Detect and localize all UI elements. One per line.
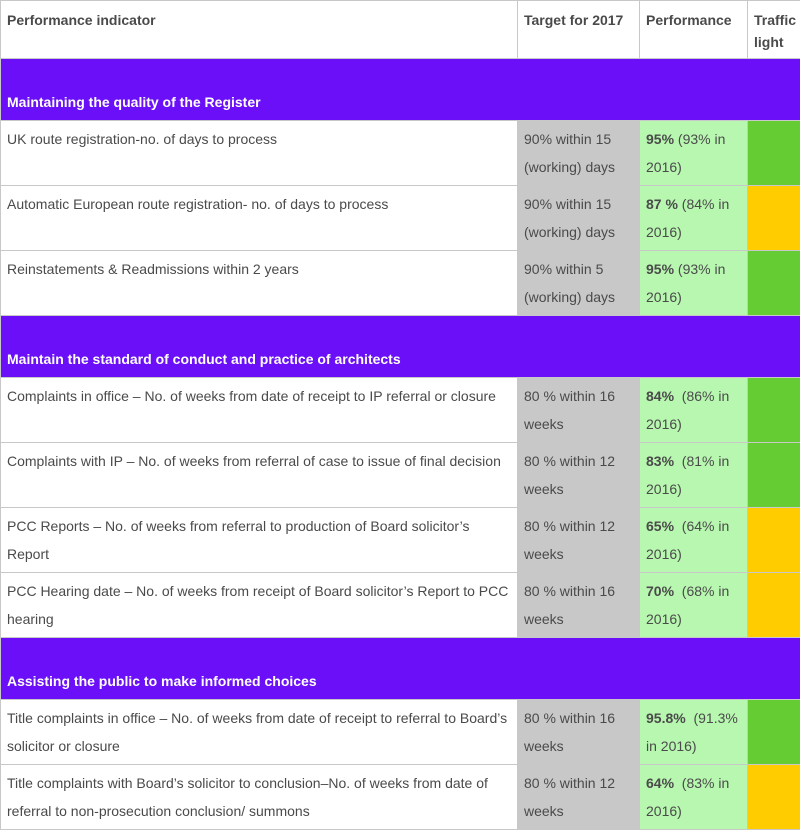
performance-value: 84% [646,388,674,404]
target-cell: 90% within 5 (working) days [518,251,640,316]
performance-value: 65% [646,518,674,534]
indicator-cell: Title complaints with Board’s solicitor to conclusion–No. of weeks from date of referral to non-prosecution conclusion/ summons [1,765,518,830]
traffic-light-green [748,700,800,765]
section-header [1,638,800,700]
indicator-cell: PCC Reports – No. of weeks from referral to production of Board solicitor’s Report [1,508,518,573]
traffic-light-yellow [748,573,800,638]
target-cell: 80 % within 16 weeks [518,700,640,765]
performance-previous: (68% in 2016) [646,583,733,627]
traffic-light-yellow [748,765,800,830]
performance-cell [640,443,748,508]
performance-value: 70% [646,583,674,599]
section-title: Assisting the public to make informed choices [1,638,800,700]
performance-previous: (64% in 2016) [646,518,733,562]
performance-previous: (81% in 2016) [646,453,733,497]
table-row [1,765,800,830]
performance-cell [640,573,748,638]
target-cell: 80 % within 16 weeks [518,378,640,443]
traffic-light-green [748,121,800,186]
traffic-light-green [748,378,800,443]
performance-cell [640,378,748,443]
table-row [1,121,800,186]
performance-previous: (91.3% in 2016) [646,710,742,754]
header-row [1,1,800,59]
table-row [1,700,800,765]
table-row [1,573,800,638]
indicator-cell: Complaints in office – No. of weeks from date of receipt to IP referral or closure [1,378,518,443]
performance-previous: (86% in 2016) [646,388,733,432]
performance-previous: (93% in 2016) [646,261,729,305]
indicator-cell: PCC Hearing date – No. of weeks from receipt of Board solicitor’s Report to PCC hearing [1,573,518,638]
indicator-cell: Automatic European route registration- no. of days to process [1,186,518,251]
indicator-cell: Title complaints in office – No. of weeks from date of receipt to referral to Board’s solicitor or closure [1,700,518,765]
section-title: Maintain the standard of conduct and practice of architects [1,316,800,378]
section-header [1,59,800,121]
traffic-light-yellow [748,186,800,251]
performance-value: 95% [646,261,674,277]
traffic-light-green [748,443,800,508]
performance-cell [640,508,748,573]
traffic-light-yellow [748,508,800,573]
header-target: Target for 2017 [518,1,640,59]
target-cell: 90% within 15 (working) days [518,121,640,186]
performance-value: 83% [646,453,674,469]
performance-previous: (84% in 2016) [646,196,733,240]
target-cell: 80 % within 12 weeks [518,765,640,830]
traffic-light-green [748,251,800,316]
performance-value: 87 % [646,196,678,212]
table-row [1,378,800,443]
performance-cell [640,700,748,765]
target-cell: 80 % within 12 weeks [518,443,640,508]
table-row [1,443,800,508]
performance-value: 95% [646,131,674,147]
target-cell: 80 % within 12 weeks [518,508,640,573]
target-cell: 90% within 15 (working) days [518,186,640,251]
table-body [1,59,800,830]
indicator-cell: Complaints with IP – No. of weeks from referral of case to issue of final decision [1,443,518,508]
performance-previous: (83% in 2016) [646,775,733,819]
performance-previous: (93% in 2016) [646,131,729,175]
table-row [1,251,800,316]
section-title: Maintaining the quality of the Register [1,59,800,121]
performance-value: 95.8% [646,710,686,726]
header-indicator: Performance indicator [1,1,518,59]
table-row [1,508,800,573]
performance-value: 64% [646,775,674,791]
table-row [1,186,800,251]
target-cell: 80 % within 16 weeks [518,573,640,638]
indicator-cell: UK route registration-no. of days to process [1,121,518,186]
performance-cell [640,251,748,316]
performance-cell [640,121,748,186]
header-traffic-light: Traffic light [748,1,800,59]
section-header [1,316,800,378]
header-performance: Performance [640,1,748,59]
indicator-cell: Reinstatements & Readmissions within 2 years [1,251,518,316]
performance-cell [640,186,748,251]
performance-cell [640,765,748,830]
